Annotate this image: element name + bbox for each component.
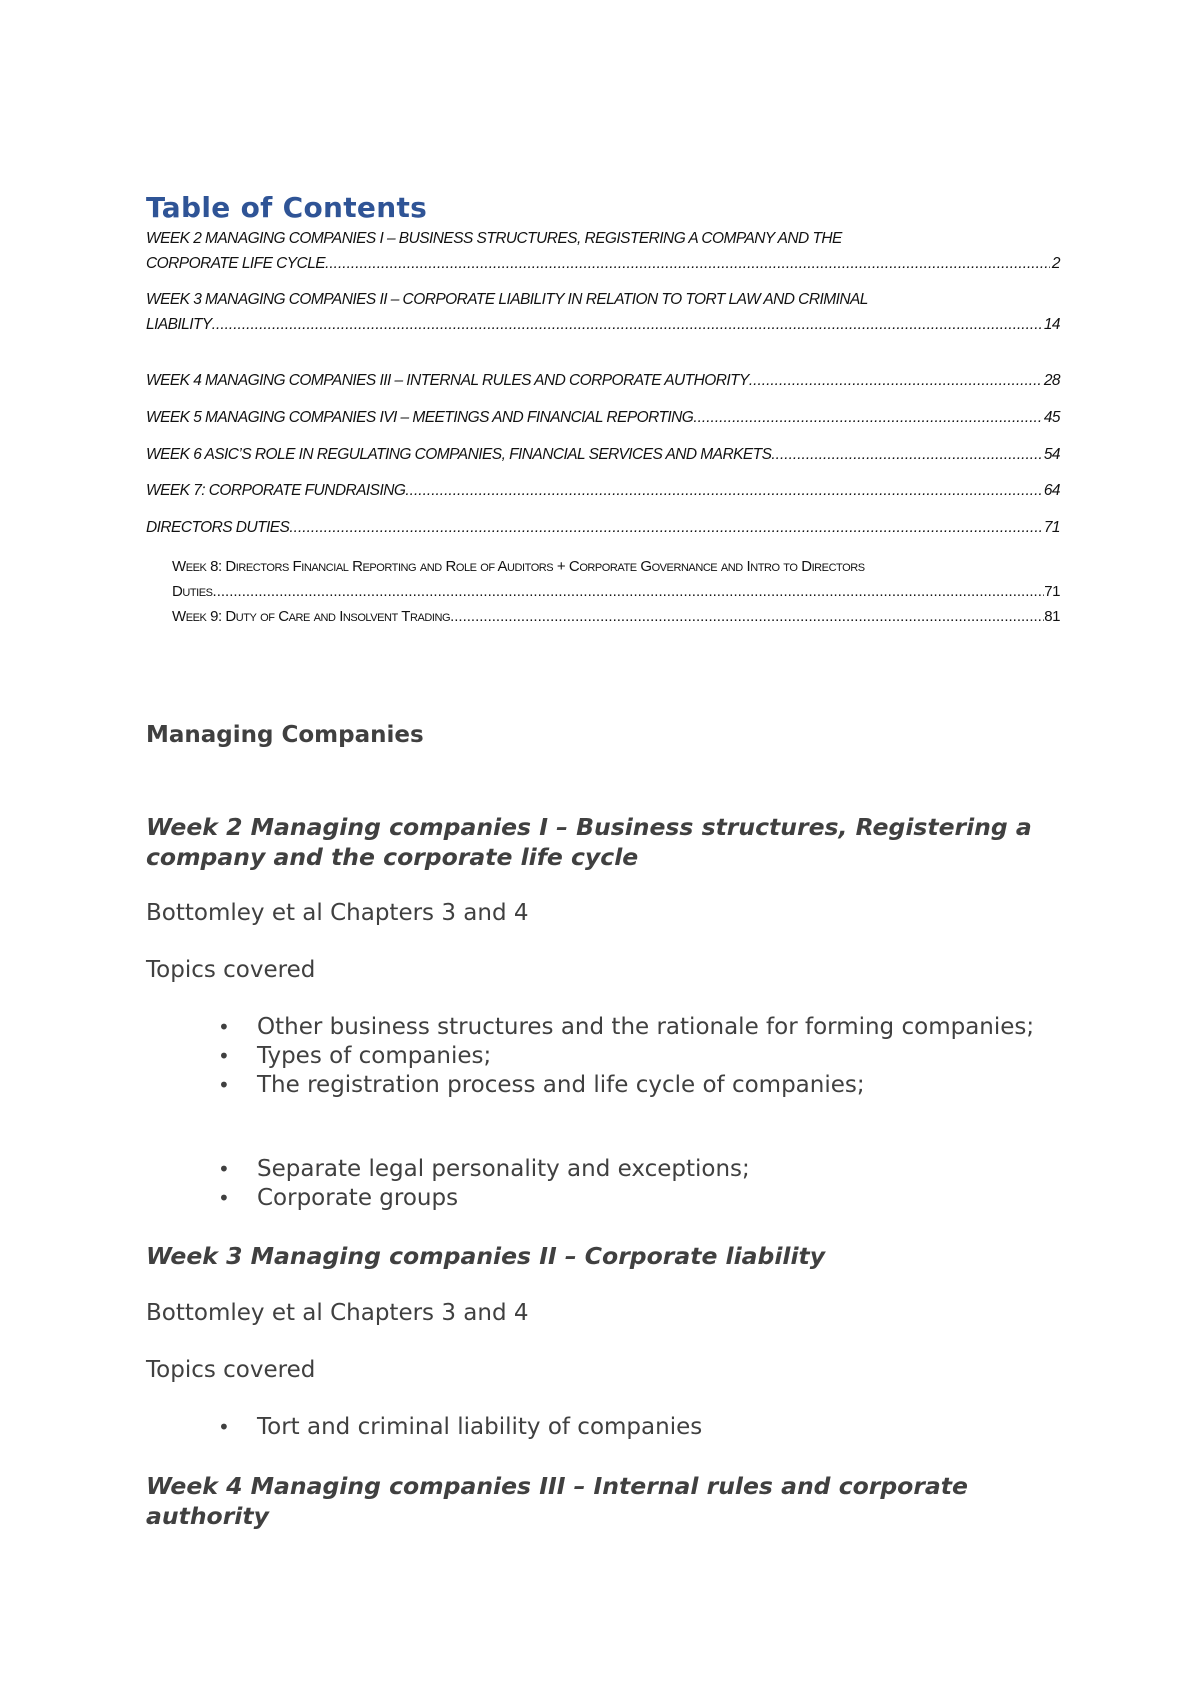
- toc-dot-leader: [289, 515, 1041, 540]
- week-3-topics-list: [146, 1413, 1066, 1442]
- toc-entry-week-2[interactable]: [146, 226, 1060, 276]
- toc-entry-text: WEEK 4 MANAGING COMPANIES III – INTERNAL RULES AND CORPORATE AUTHORITY: [146, 368, 749, 393]
- week-3-heading: Week 3 Managing companies II – Corporate liability: [146, 1242, 826, 1270]
- toc-page-number: 28: [1042, 368, 1060, 393]
- section-heading-managing-companies: Managing Companies: [146, 722, 424, 748]
- week-4-heading: Week 4 Managing companies III – Internal rules and corporate authority: [146, 1472, 968, 1530]
- list-item-text: The registration process and life cycle of companies;: [257, 1072, 865, 1098]
- list-item: [146, 1413, 1066, 1442]
- toc-entry-text-continued: CORPORATE LIFE CYCLE: [146, 251, 325, 276]
- list-item: [146, 1184, 1066, 1213]
- bullet-icon: •: [218, 1157, 230, 1181]
- toc-dot-leader: [212, 312, 1042, 337]
- toc-dot-leader: [213, 579, 1045, 604]
- bullet-icon: •: [218, 1186, 230, 1210]
- week-3-reading: Bottomley et al Chapters 3 and 4: [146, 1300, 529, 1326]
- bullet-icon: •: [218, 1015, 230, 1039]
- toc-dot-leader: [749, 368, 1042, 393]
- toc-entry-week-7[interactable]: [146, 478, 1060, 503]
- week-2-topics-list: [146, 1013, 1066, 1100]
- bullet-icon: •: [218, 1073, 230, 1097]
- toc-entry-text: Week 8: Directors Financial Reporting and Role of Auditors + Corporate Governance and Intro to Directors: [172, 558, 865, 575]
- week-2-topics-list-continued: [146, 1155, 1066, 1213]
- toc-page-number: 54: [1042, 442, 1060, 467]
- toc-entry-text: Week 9: Duty of Care and Insolvent Trading: [172, 608, 451, 625]
- toc-entry-text-continued: Duties: [172, 583, 213, 600]
- list-item-text: Tort and criminal liability of companies: [257, 1414, 703, 1440]
- bullet-icon: •: [218, 1044, 230, 1068]
- toc-entry-text: WEEK 2 MANAGING COMPANIES I – BUSINESS STRUCTURES, REGISTERING A COMPANY AND THE: [146, 226, 842, 251]
- toc-dot-leader: [771, 442, 1041, 467]
- week-2-reading: Bottomley et al Chapters 3 and 4: [146, 900, 529, 926]
- bullet-icon: •: [218, 1415, 230, 1439]
- toc-entry-directors-duties[interactable]: [146, 515, 1060, 540]
- toc-entry-text: WEEK 5 MANAGING COMPANIES IVI – MEETINGS AND FINANCIAL REPORTING: [146, 405, 693, 430]
- toc-page-number: 71: [1042, 515, 1060, 540]
- list-item: [146, 1071, 1066, 1100]
- toc-entry-week-4[interactable]: [146, 368, 1060, 393]
- list-item: [146, 1013, 1066, 1042]
- toc-entry-text: WEEK 7: CORPORATE FUNDRAISING: [146, 478, 405, 503]
- toc-entry-text-continued: LIABILITY: [146, 312, 212, 337]
- toc-entry-text: WEEK 3 MANAGING COMPANIES II – CORPORATE LIABILITY IN RELATION TO TORT LAW AND CRIMINAL: [146, 287, 868, 312]
- toc-page-number: 14: [1042, 312, 1060, 337]
- list-item: [146, 1042, 1066, 1071]
- toc-entry-text: WEEK 6 ASIC’S ROLE IN REGULATING COMPANIES, FINANCIAL SERVICES AND MARKETS: [146, 442, 771, 467]
- toc-page-number: 64: [1042, 478, 1060, 503]
- toc-dot-leader: [325, 251, 1050, 276]
- toc-subentry-week-9[interactable]: [172, 604, 1060, 629]
- toc-entry-week-3[interactable]: [146, 287, 1060, 337]
- toc-page-number: 71: [1044, 583, 1060, 600]
- toc-page-number: 45: [1042, 405, 1060, 430]
- toc-dot-leader: [450, 604, 1044, 629]
- toc-page-number: 81: [1044, 608, 1060, 625]
- list-item-text: Other business structures and the rationale for forming companies;: [257, 1014, 1035, 1040]
- week-2-topics-label: Topics covered: [146, 957, 316, 983]
- week-2-heading: Week 2 Managing companies I – Business structures, Registering a company and the corporate life cycle: [146, 813, 1032, 871]
- toc-title: Table of Contents: [146, 191, 428, 224]
- toc-dot-leader: [405, 478, 1041, 503]
- toc-entry-week-6[interactable]: [146, 442, 1060, 467]
- toc-page-number: 2: [1050, 251, 1060, 276]
- list-item-text: Separate legal personality and exceptions;: [257, 1156, 750, 1182]
- week-3-topics-label: Topics covered: [146, 1357, 316, 1383]
- toc-dot-leader: [693, 405, 1042, 430]
- list-item-text: Types of companies;: [257, 1043, 492, 1069]
- toc-entry-text: DIRECTORS DUTIES: [146, 515, 289, 540]
- toc-subentry-week-8[interactable]: [172, 554, 1060, 604]
- toc-entry-week-5[interactable]: [146, 405, 1060, 430]
- list-item-text: Corporate groups: [257, 1185, 459, 1211]
- list-item: [146, 1155, 1066, 1184]
